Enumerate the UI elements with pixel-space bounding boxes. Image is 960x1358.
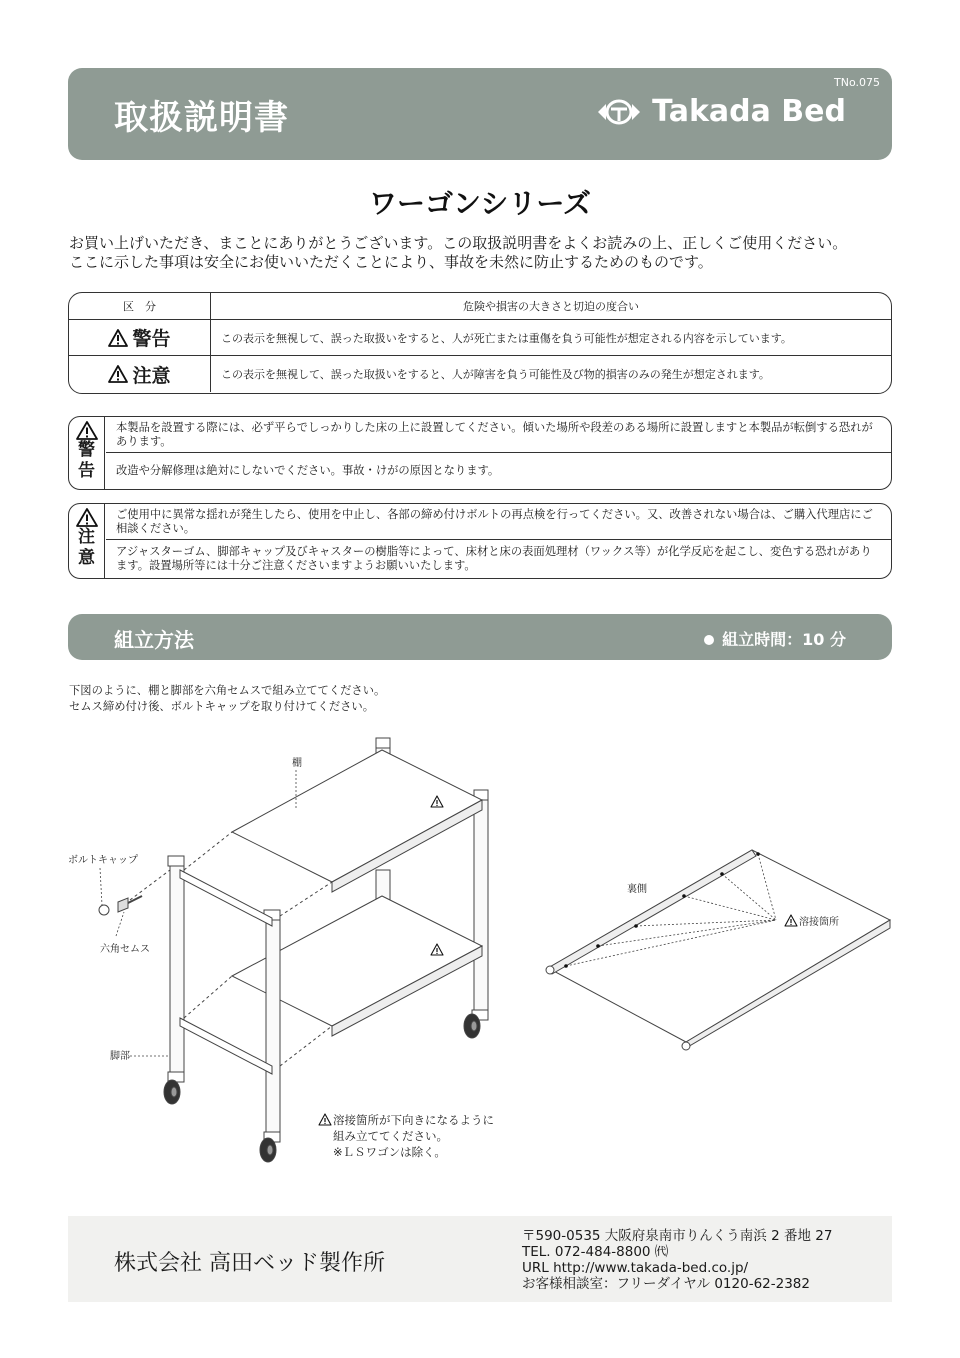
footer-company-info bbox=[68, 1216, 892, 1302]
instruction-line: セムス締め付け後、ボルトキャップを取り付けてください。 bbox=[69, 700, 375, 713]
contact-url[interactable]: URL http://www.takada-bed.co.jp/ bbox=[522, 1260, 749, 1276]
instruction-line: 下図のように、棚と脚部を六角セムスで組み立ててください。 bbox=[69, 684, 386, 697]
caution-notice-box bbox=[68, 503, 892, 579]
hex-sems-bolt bbox=[118, 898, 128, 912]
assembly-time-label: 組立時間：10 分 bbox=[722, 630, 846, 649]
caution-item: ご使用中に異常な揺れが発生したら、使用を中止し、各部の締め付けボルトの再点検を行ってください。又、改善されない場合は、ご購入代理店にご相談ください。 bbox=[106, 504, 891, 540]
warning-triangle-icon bbox=[108, 329, 128, 347]
label-leg: 脚部 bbox=[110, 1051, 130, 1062]
assembly-title: 組立方法 bbox=[114, 628, 194, 652]
product-title: ワーゴンシリーズ bbox=[369, 187, 591, 220]
assembly-diagram bbox=[0, 720, 960, 1190]
caster bbox=[164, 1072, 184, 1104]
brand-name: Takada Bed bbox=[652, 94, 846, 129]
bullet-icon bbox=[704, 635, 714, 645]
assembly-time bbox=[704, 627, 846, 650]
caution-item: アジャスターゴム、脚部キャップ及びキャスターの樹脂等によって、床材と床の表面処理材（ワックス等）が化学反応を起こし、変色する恐れがあります。設置場所等には十分ご注意くださいますようお願いいたします。 bbox=[116, 545, 872, 572]
warning-side-label bbox=[69, 417, 105, 489]
note-line: 溶接箇所が下向きになるように bbox=[333, 1113, 494, 1127]
legend-header-category: 区 分 bbox=[69, 293, 211, 319]
shelf-underside-drawing bbox=[546, 850, 890, 1050]
warning-notice-box bbox=[68, 416, 892, 490]
caution-triangle-icon bbox=[108, 365, 128, 383]
label-bolt-cap: ボルトキャップ bbox=[68, 855, 138, 866]
legend-label-caution: 注意 bbox=[132, 364, 171, 387]
document-title: 取扱説明書 bbox=[114, 98, 289, 138]
wagon-drawing bbox=[99, 738, 488, 1162]
warning-side-char: 警 bbox=[78, 440, 95, 460]
intro-line: ここに示した事項は安全にお使いいただくことにより、事故を未然に防止するためのものです。 bbox=[69, 253, 713, 271]
document-number: TNo.075 bbox=[834, 76, 880, 89]
bolt-cap bbox=[99, 905, 109, 915]
caution-side-char: 注 bbox=[78, 527, 95, 547]
legend-header-row bbox=[69, 293, 891, 320]
note-line: 組み立ててください。 bbox=[333, 1129, 448, 1143]
label-weld-points: 溶接箇所 bbox=[799, 917, 839, 928]
legend-desc-warning: この表示を無視して、誤った取扱いをすると、人が死亡または重傷を負う可能性が想定される内容を示しています。 bbox=[221, 331, 792, 345]
contact-tel: TEL. 072-484-8800 ㈹ bbox=[522, 1244, 669, 1260]
header-banner bbox=[68, 68, 892, 160]
caution-triangle-icon bbox=[76, 508, 98, 527]
legend-label-warning: 警告 bbox=[132, 328, 171, 350]
warning-item: 改造や分解修理は絶対にしないでください。事故・けがの原因となります。 bbox=[116, 464, 500, 477]
legend-row-caution bbox=[69, 356, 891, 392]
legend-row-warning bbox=[69, 320, 891, 356]
intro-text bbox=[69, 234, 899, 272]
hazard-legend-table bbox=[68, 292, 892, 394]
contact-support: お客様相談室：フリーダイヤル 0120-62-2382 bbox=[522, 1276, 810, 1292]
assembly-section-header bbox=[68, 614, 892, 660]
label-hex-sems: 六角セムス bbox=[100, 944, 150, 955]
caster bbox=[260, 1132, 280, 1162]
label-back-side: 裏側 bbox=[627, 884, 647, 895]
company-name: 株式会社 高田ベッド製作所 bbox=[114, 1251, 385, 1276]
warning-triangle-icon bbox=[76, 421, 98, 440]
contact-block bbox=[522, 1228, 832, 1292]
note-line: ※ＬＳワゴンは除く。 bbox=[333, 1145, 446, 1159]
warning-item: 本製品を設置する際には、必ず平らでしっかりした床の上に設置してください。傾いた場所や段差のある場所に設置しますと本製品が転倒する恐れがあります。 bbox=[106, 417, 891, 453]
caution-side-label bbox=[69, 504, 105, 578]
takada-bed-logo-icon bbox=[596, 98, 642, 126]
intro-line: お買い上げいただき、まことにありがとうございます。この取扱説明書をよくお読みの上、正しくご使用ください。 bbox=[69, 234, 848, 252]
assembly-instructions bbox=[69, 683, 385, 715]
legend-desc-caution: この表示を無視して、誤った取扱いをすると、人が障害を負う可能性及び物的損害のみの発生が想定されます。 bbox=[221, 368, 770, 381]
brand-logo bbox=[596, 94, 846, 129]
caster bbox=[464, 1010, 488, 1038]
label-shelf: 棚 bbox=[292, 758, 302, 769]
legend-header-description: 危険や損害の大きさと切迫の度合い bbox=[463, 300, 639, 313]
warning-side-char: 告 bbox=[78, 461, 95, 481]
caution-side-char: 意 bbox=[78, 548, 95, 568]
contact-address: 〒590-0535 大阪府泉南市りんくう南浜 2 番地 27 bbox=[522, 1228, 833, 1244]
